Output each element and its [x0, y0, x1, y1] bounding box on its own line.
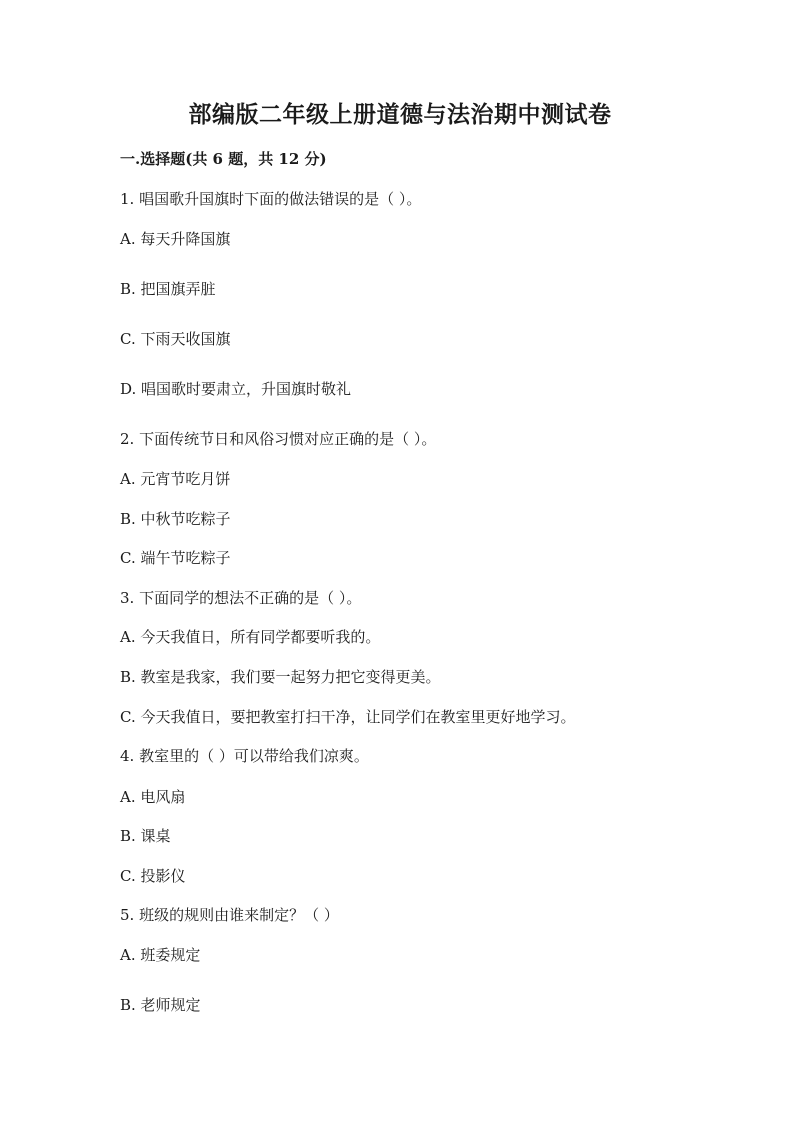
section-heading: 一.选择题(共 6 题，共 12 分) — [120, 150, 327, 168]
question-stem: 4. 教室里的（ ）可以带给我们凉爽。 — [120, 747, 369, 765]
option-item: B. 教室是我家，我们要一起努力把它变得更美。 — [120, 668, 441, 686]
option-item: B. 老师规定 — [120, 996, 201, 1014]
option-item: A. 班委规定 — [120, 946, 201, 964]
option-item: A. 电风扇 — [120, 788, 186, 806]
option-item: C. 投影仪 — [120, 867, 186, 885]
option-item: D. 唱国歌时要肃立，升国旗时敬礼 — [120, 380, 352, 398]
option-item: B. 把国旗弄脏 — [120, 280, 216, 298]
question-stem: 1. 唱国歌升国旗时下面的做法错误的是（ ）。 — [120, 190, 422, 208]
option-item: A. 今天我值日，所有同学都要听我的。 — [120, 628, 381, 646]
question-stem: 3. 下面同学的想法不正确的是（ ）。 — [120, 589, 362, 607]
option-item: A. 元宵节吃月饼 — [120, 470, 231, 488]
option-item: A. 每天升降国旗 — [120, 230, 231, 248]
question-stem: 5. 班级的规则由谁来制定？（ ） — [120, 906, 339, 924]
option-item: B. 中秋节吃粽子 — [120, 510, 231, 528]
option-item: C. 下雨天收国旗 — [120, 330, 231, 348]
option-item: B. 课桌 — [120, 827, 171, 845]
question-stem: 2. 下面传统节日和风俗习惯对应正确的是（ ）。 — [120, 430, 437, 448]
page-title: 部编版二年级上册道德与法治期中测试卷 — [188, 101, 612, 128]
option-item: C. 端午节吃粽子 — [120, 549, 231, 567]
option-item: C. 今天我值日，要把教室打扫干净，让同学们在教室里更好地学习。 — [120, 708, 576, 726]
